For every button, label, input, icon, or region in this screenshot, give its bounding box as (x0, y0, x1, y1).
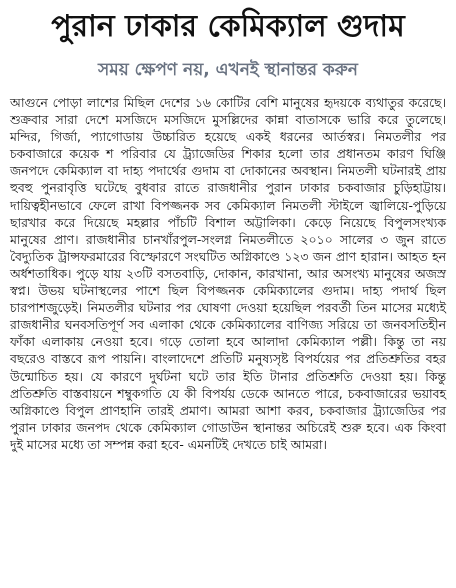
subheadline: সময় ক্ষেপণ নয়, এখনই স্থানান্তর করুন (98, 60, 358, 80)
article-body: আগুনে পোড়া লাশের মিছিল দেশের ১৬ কোটির বেশি মানুষের হৃদয়কে ব্যথাতুর করেছে। শুক্রবার সারা দেশে মসজিদে মসজিদে মুসল্লিদের কান্না বাতাসকে ভারি করে তুলেছে। মন্দির, গির্জা, প্যাগোডায় উচ্চারিত হয়েছে একই ধরনের আর্তস্বর। নিমতলীর পর চকবাজারে কয়েক শ পরিবার যে ট্র্যাজেডির শিকার হলো তার প্রধানতম কারণ ঘিঞ্জি জনপদে কেমিক্যাল বা দাহ্য পদার্থের গুদাম বা দোকানের অবস্থান। নিমতলী ঘটনারই প্রায় হুবহু পুনরাবৃত্তি ঘটেছে বুধবার রাতে রাজধানীর পুরান ঢাকার চকবাজার চুড়িহাট্টায়। দায়িত্বহীনভাবে ফেলে রাখা বিপজ্জনক সব কেমিক্যাল নিমতলী স্টাইলে জ্বালিয়ে-পুড়িয়ে ছারখার করে দিয়েছে মহল্লার পাঁচটি বিশাল অট্টালিকা। কেড়ে নিয়েছে বিপুলসংখ্যক মানুষের প্রাণ। রাজধানীর চানখাঁরপুল-সংলগ্ন নিমতলীতে ২০১০ সালের ৩ জুন রাতে বৈদ্যুতিক ট্রান্সফরমারের বিস্ফোরণে সংঘটিত অগ্নিকাণ্ডে ১২৩ জন প্রাণ হারান। আহত হন অর্ধশতাধিক। পুড়ে যায় ২৩টি বসতবাড়ি, দোকান, কারখানা, আর অসংখ্য মানুষের অজস্র স্বপ্ন। উভয় ঘটনাস্থলের পাশে ছিল বিপজ্জনক কেমিক্যালের গুদাম। দাহ্য পদার্থ ছিল চারপাশজুড়েই। নিমতলীর ঘটনার পর ঘোষণা দেওয়া হয়েছিল পরবর্তী তিন মাসের মধ্যেই রাজধানীর ঘনবসতিপূর্ণ সব এলাকা থেকে কেমিক্যালের বাণিজ্য সরিয়ে তা জনবসতিহীন ফাঁকা এলাকায় নেওয়া হবে। গড়ে তোলা হবে আলাদা কেমিক্যাল পল্লী। কিন্তু তা নয় বছরেও বাস্তবে রূপ পায়নি। বাংলাদেশে প্রতিটি মনুষ্যসৃষ্ট বিপর্যয়ের পর প্রতিশ্রুতির বহর উন্মোচিত হয়। যে কারণে দুর্ঘটনা ঘটে তার ইতি টানার প্রতিশ্রুতি দেওয়া হয়। কিন্তু প্রতিশ্রুতি বাস্তবায়নে শম্বুকগতি যে কী বিপর্যয় ডেকে আনতে পারে, চকবাজারের ভয়াবহ অগ্নিকাণ্ডে বিপুল প্রাণহানি তারই প্রমাণ। আমরা আশা করব, চকবাজার ট্র্যাজেডির পর পুরান ঢাকার জনপদ থেকে কেমিক্যাল গোডাউন স্থানান্তর অচিরেই শুরু হবে। এক কিংবা দুই মাসের মধ্যে তা সম্পন্ন করা হবে- এমনটিই দেখতে চাই আমরা। (10, 95, 446, 452)
headline: পুরান ঢাকার কেমিক্যাল গুদাম (51, 9, 405, 44)
